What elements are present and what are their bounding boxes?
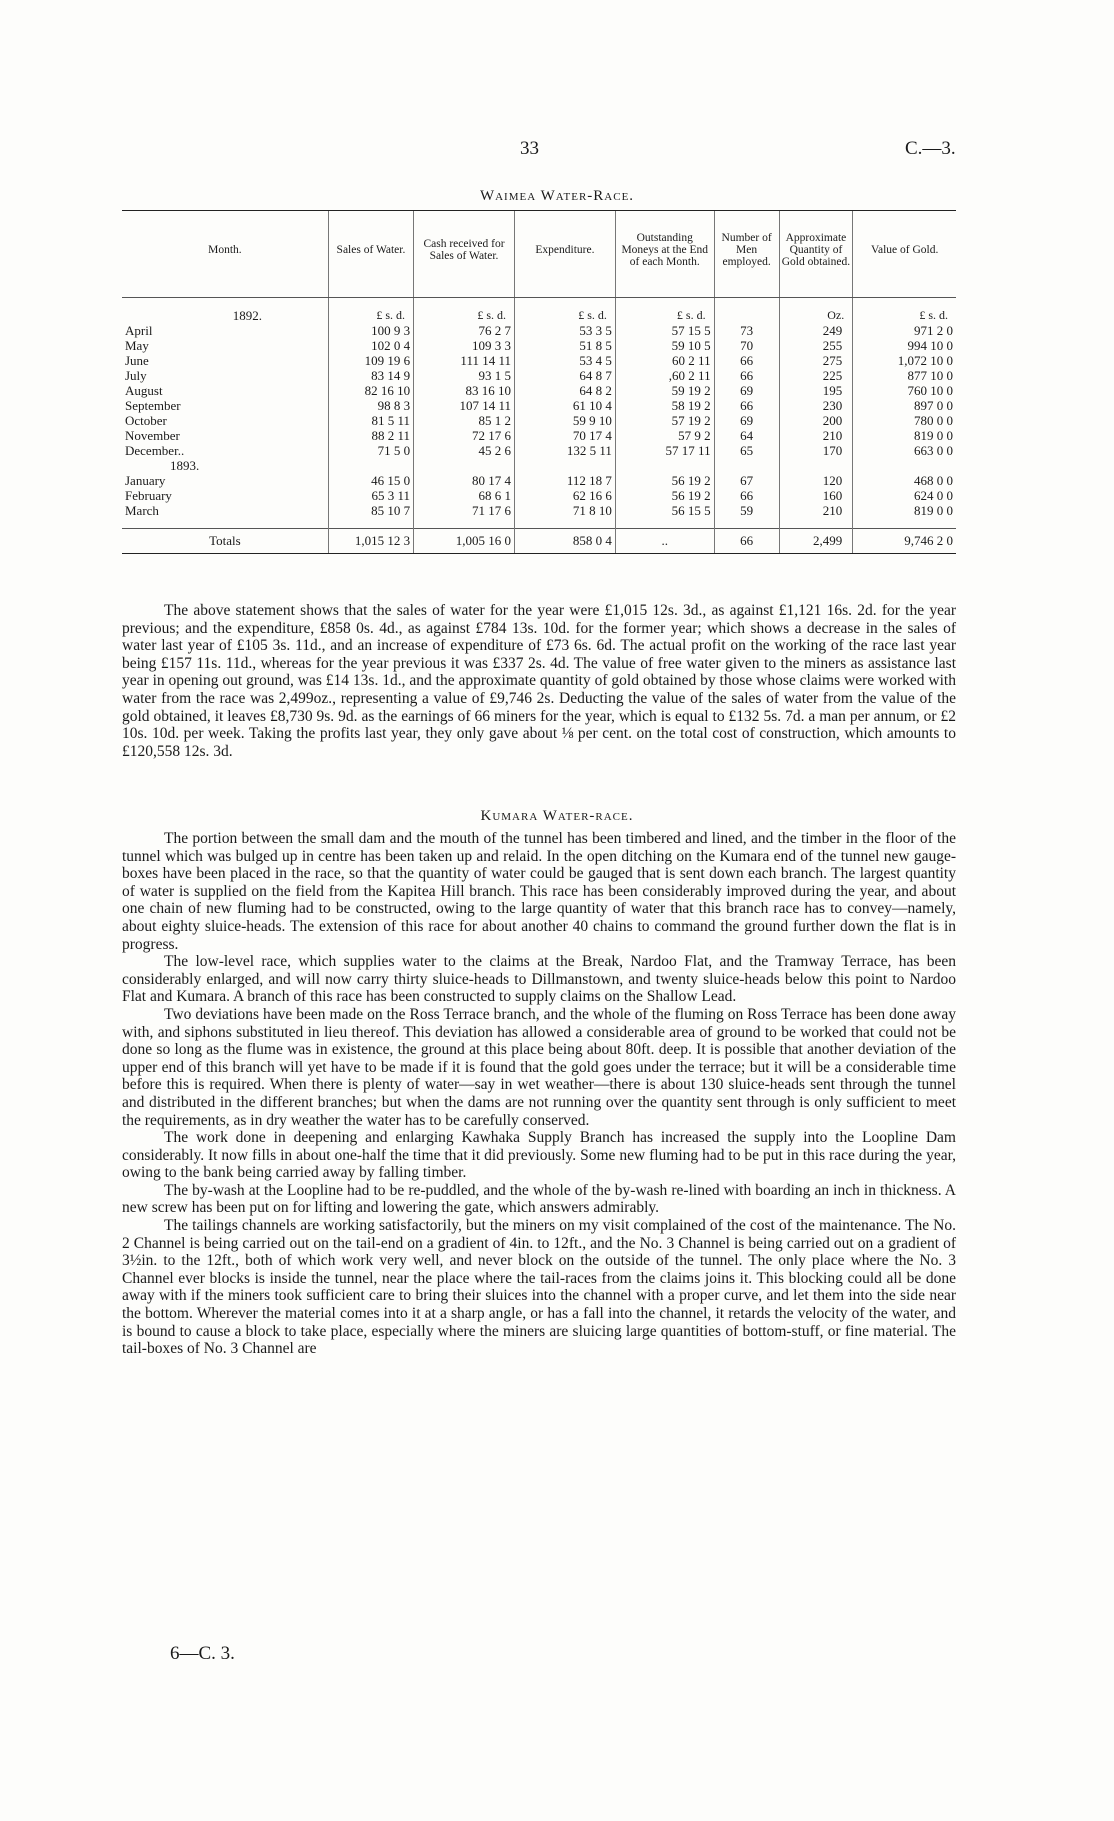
table-row [122, 398, 956, 413]
empty-cell [714, 518, 779, 529]
value-cell: 109 3 3 [414, 338, 515, 353]
column-header: Cash received for Sales of Water. [414, 211, 515, 298]
value-cell: 46 15 0 [328, 473, 413, 488]
value-cell: 275 [779, 353, 853, 368]
value-cell: 66 [714, 488, 779, 503]
table-row [122, 428, 956, 443]
unit-label [714, 298, 779, 324]
value-cell: 663 0 0 [853, 443, 956, 458]
page-number: 33 [520, 138, 539, 159]
value-cell: 70 17 4 [514, 428, 615, 443]
table-row [122, 413, 956, 428]
value-cell: 71 17 6 [414, 503, 515, 518]
unit-label: £ s. d. [414, 298, 515, 324]
value-cell: 62 16 6 [514, 488, 615, 503]
value-cell: 170 [779, 443, 853, 458]
empty-cell [853, 458, 956, 473]
value-cell: 66 [714, 353, 779, 368]
value-cell: 83 14 9 [328, 368, 413, 383]
empty-cell [615, 458, 714, 473]
value-cell: 100 9 3 [328, 323, 413, 338]
value-cell: 73 [714, 323, 779, 338]
value-cell: 56 19 2 [615, 473, 714, 488]
value-cell: 61 10 4 [514, 398, 615, 413]
value-cell: 83 16 10 [414, 383, 515, 398]
value-cell: 64 8 7 [514, 368, 615, 383]
value-cell: 59 9 10 [514, 413, 615, 428]
value-cell: 69 [714, 413, 779, 428]
value-cell: 210 [779, 428, 853, 443]
value-cell: 971 2 0 [853, 323, 956, 338]
column-header: Value of Gold. [853, 211, 956, 298]
month-cell: January [125, 473, 166, 488]
value-cell: 64 8 2 [514, 383, 615, 398]
value-cell: 819 0 0 [853, 428, 956, 443]
value-cell: 1,072 10 0 [853, 353, 956, 368]
empty-cell [514, 458, 615, 473]
column-header: Expenditure. [514, 211, 615, 298]
value-cell: 109 19 6 [328, 353, 413, 368]
value-cell: 59 [714, 503, 779, 518]
unit-label: £ s. d. [853, 298, 956, 324]
value-cell: 82 16 10 [328, 383, 413, 398]
paragraph: The by-wash at the Loopline had to be re-puddled, and the whole of the by-wash re-lined with boarding an inch in thickness. A new screw has been put on for lifting and lowering the gate, which answers admirably. [122, 1181, 956, 1217]
value-cell: 66 [714, 398, 779, 413]
totals-row [122, 529, 956, 554]
value-cell: 760 10 0 [853, 383, 956, 398]
value-cell: 200 [779, 413, 853, 428]
unit-label: Oz. [779, 298, 853, 324]
kumara-section-body [122, 830, 956, 1358]
month-cell: July [125, 368, 147, 383]
paragraph: The low-level race, which supplies water to the claims at the Break, Nardoo Flat, and the Tramway Terrace, has been considerably enlarged, and will now carry thirty sluice-heads to Dillmanstown, and twenty sluice-heads below this point to Nardoo Flat and Kumara. A branch of this race has been constructed to supply claims on the Shallow Lead. [122, 953, 956, 1006]
value-cell: 53 3 5 [514, 323, 615, 338]
empty-cell [853, 518, 956, 529]
value-cell: 255 [779, 338, 853, 353]
value-cell: 58 19 2 [615, 398, 714, 413]
value-cell: 70 [714, 338, 779, 353]
table-row [122, 353, 956, 368]
value-cell: 80 17 4 [414, 473, 515, 488]
value-cell: 57 17 11 [615, 443, 714, 458]
column-header: Month. [122, 211, 328, 298]
value-cell: 120 [779, 473, 853, 488]
units-row [122, 298, 956, 324]
month-cell: September [125, 398, 181, 413]
paragraph: The tailings channels are working satisfactorily, but the miners on my visit complained of the cost of the maintenance. The No. 2 Channel is being carried out on the tail-end on a gradient of 4in. to 12ft., and the No. 3 Channel is being carried out on a gradient of 3½in. to the 12ft., both of which work very well, and never block on the outside of the tunnel. The only place where the No. 3 Channel ever blocks is inside the tunnel, near the place where the tail-races from the claims joins it. This blocking could all be done away with if the miners took sufficient care to bring their sluices into the channel with a proper curve, and let them into the side near the bottom. Wherever the material comes into it at a sharp angle, or has a fall into the channel, it retards the velocity of the water, and is bound to cause a block to take place, especially where the miners are sluicing large quantities of bottom-stuff, or fine material. The tail-boxes of No. 3 Channel are [122, 1217, 956, 1358]
value-cell: 45 2 6 [414, 443, 515, 458]
value-cell: 57 9 2 [615, 428, 714, 443]
paragraph: Two deviations have been made on the Ross Terrace branch, and the whole of the fluming on Ross Terrace has been done away with, and siphons substituted in lieu thereof. This deviation has allowed a considerable area of ground to be worked that could not be done so long as the flume was in existence, the ground at this place being about 80ft. deep. It is possible that another deviation of the upper end of this branch will yet have to be made if it is found that the gold goes under the terrace; but it will be a considerable time before this is required. When there is plenty of water—say in wet weather—there is about 130 sluice-heads sent through the tunnel and distributed in the different branches; but when the dams are not running over the quantity sent through is only sufficient to meet the requirements, as in dry weather the water has to be carefully conserved. [122, 1005, 956, 1129]
table-row [122, 443, 956, 458]
value-cell: 85 10 7 [328, 503, 413, 518]
value-cell: 69 [714, 383, 779, 398]
summary-paragraph: The above statement shows that the sales of water for the year were £1,015 12s. 3d., as against £1,121 16s. 2d. for the year previous; and the expenditure, £858 0s. 4d., as against £784 13s. 10d. for the former year; which shows a decrease in the sales of water last year of £105 3s. 11d., and an increase of expenditure of £73 6s. 6d. The actual profit on the working of the race last year being £157 11s. 11d., whereas for the year previous it was £337 2s. 4d. The value of free water given to the miners as assistance last year in opening out ground, was £14 13s. 1d., and the approximate quantity of gold obtained by those whose claims were worked with water from the race was 2,499oz., representing a value of £9,746 2s. Deducting the value of the sales of water from the value of the gold obtained, it leaves £8,730 9s. 9d. as the earnings of 66 miners for the year, which is equal to £132 5s. 7d. a man per annum, or £2 10s. 10d. per week. Taking the profits last year, they only gave about ⅛ per cent. on the total cost of construction, which amounts to £120,558 12s. 3d. [122, 602, 956, 760]
value-cell: 819 0 0 [853, 503, 956, 518]
value-cell: 88 2 11 [328, 428, 413, 443]
year-label: 1892. [232, 308, 263, 323]
value-cell: 468 0 0 [853, 473, 956, 488]
value-cell: 81 5 11 [328, 413, 413, 428]
month-cell: March [125, 503, 159, 518]
month-cell: August [125, 383, 163, 398]
value-cell: 76 2 7 [414, 323, 515, 338]
month-cell: Totals [122, 529, 328, 554]
value-cell: 67 [714, 473, 779, 488]
empty-cell [779, 518, 853, 529]
signature-mark: 6—C. 3. [170, 1643, 235, 1664]
empty-cell [779, 458, 853, 473]
table-header-row [122, 211, 956, 298]
value-cell: 65 3 11 [328, 488, 413, 503]
value-cell: 57 15 5 [615, 323, 714, 338]
column-header: Approximate Quantity of Gold obtained. [779, 211, 853, 298]
value-cell: 59 19 2 [615, 383, 714, 398]
value-cell: 59 10 5 [615, 338, 714, 353]
value-cell: 57 19 2 [615, 413, 714, 428]
unit-label: £ s. d. [514, 298, 615, 324]
table-row [122, 338, 956, 353]
value-cell: 93 1 5 [414, 368, 515, 383]
table-row [122, 488, 956, 503]
value-cell: 85 1 2 [414, 413, 515, 428]
table-row [122, 503, 956, 518]
value-cell: 66 [714, 529, 779, 554]
value-cell: 71 5 0 [328, 443, 413, 458]
value-cell: 2,499 [779, 529, 853, 554]
empty-cell [414, 458, 515, 473]
table-row [122, 383, 956, 398]
value-cell: 1,005 16 0 [414, 529, 515, 554]
value-cell: 230 [779, 398, 853, 413]
kumara-section-title: Kumara Water-race. [480, 808, 634, 824]
page-header [0, 138, 1114, 168]
month-cell: April [125, 323, 153, 338]
value-cell: 51 8 5 [514, 338, 615, 353]
document-reference: C.—3. [905, 138, 956, 159]
year-label: 1893. [170, 458, 200, 473]
value-cell: 56 15 5 [615, 503, 714, 518]
month-cell: May [125, 338, 149, 353]
value-cell: 994 10 0 [853, 338, 956, 353]
column-header: Number of Men employed. [714, 211, 779, 298]
month-cell: February [125, 488, 172, 503]
column-header: Outstanding Moneys at the End of each Month. [615, 211, 714, 298]
unit-label: £ s. d. [328, 298, 413, 324]
waimea-section-title: Waimea Water-Race. [479, 188, 635, 204]
empty-cell [328, 518, 413, 529]
value-cell: 53 4 5 [514, 353, 615, 368]
empty-cell [714, 458, 779, 473]
value-cell: 102 0 4 [328, 338, 413, 353]
spacer-row [122, 518, 956, 529]
value-cell: 71 8 10 [514, 503, 615, 518]
month-cell: October [125, 413, 167, 428]
paragraph: The work done in deepening and enlarging Kawhaka Supply Branch has increased the supply into the Loopline Dam considerably. It now fills in about one-half the time that it did previously. Some new fluming had to be put in this race during the year, owing to the bank being carried away by falling timber. [122, 1129, 956, 1182]
value-cell: 72 17 6 [414, 428, 515, 443]
value-cell: 9,746 2 0 [853, 529, 956, 554]
value-cell: ,60 2 11 [615, 368, 714, 383]
empty-cell [122, 518, 328, 529]
value-cell: 249 [779, 323, 853, 338]
paragraph: The portion between the small dam and the mouth of the tunnel has been timbered and lined, and the timber in the floor of the tunnel which was bulged up in centre has been taken up and relaid. In the open ditching on the Kumara end of the tunnel new gauge-boxes have been placed in the race, so that the quantity of water could be gauged that is sent down each branch. The largest quantity of water is supplied on the field from the Kapitea Hill branch. This race has been considerably improved during the year, and about one chain of new fluming had to be constructed, owing to the large quantity of water that this branch race has to convey—namely, about eighty sluice-heads. The extension of this race for about another 40 chains to command the ground further down the flat is in progress. [122, 830, 956, 953]
value-cell: 195 [779, 383, 853, 398]
value-cell: 68 6 1 [414, 488, 515, 503]
value-cell: 858 0 4 [514, 529, 615, 554]
empty-cell [328, 458, 413, 473]
waimea-water-race-table [122, 210, 956, 554]
empty-cell [615, 518, 714, 529]
value-cell: 897 0 0 [853, 398, 956, 413]
value-cell: 66 [714, 368, 779, 383]
value-cell: 225 [779, 368, 853, 383]
value-cell: 1,015 12 3 [328, 529, 413, 554]
table-row [122, 368, 956, 383]
value-cell: 780 0 0 [853, 413, 956, 428]
month-cell: November [125, 428, 180, 443]
value-cell: 56 19 2 [615, 488, 714, 503]
value-cell: 60 2 11 [615, 353, 714, 368]
value-cell: 877 10 0 [853, 368, 956, 383]
empty-cell [414, 518, 515, 529]
month-cell: December.. [125, 443, 185, 458]
value-cell: 624 0 0 [853, 488, 956, 503]
value-cell: 132 5 11 [514, 443, 615, 458]
value-cell: 111 14 11 [414, 353, 515, 368]
value-cell: 210 [779, 503, 853, 518]
value-cell: 98 8 3 [328, 398, 413, 413]
table-row [122, 473, 956, 488]
table-row [122, 323, 956, 338]
empty-cell [514, 518, 615, 529]
unit-label: £ s. d. [615, 298, 714, 324]
year-row [122, 458, 956, 473]
value-cell: .. [615, 529, 714, 554]
value-cell: 107 14 11 [414, 398, 515, 413]
value-cell: 160 [779, 488, 853, 503]
value-cell: 65 [714, 443, 779, 458]
month-cell: June [125, 353, 149, 368]
value-cell: 64 [714, 428, 779, 443]
value-cell: 112 18 7 [514, 473, 615, 488]
column-header: Sales of Water. [328, 211, 413, 298]
